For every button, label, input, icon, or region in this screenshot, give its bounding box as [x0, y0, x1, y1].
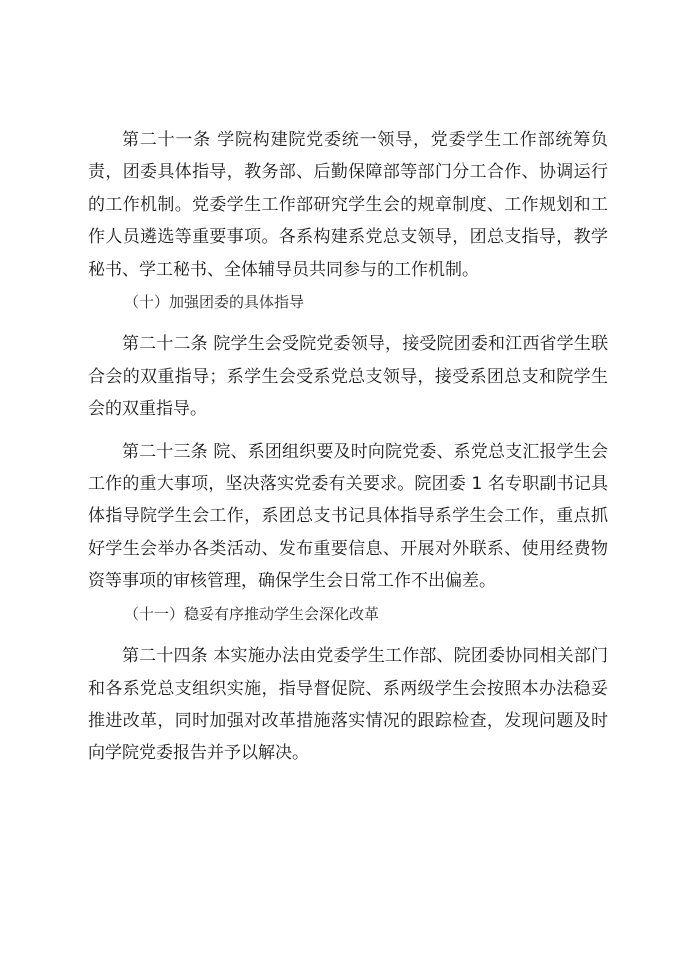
paragraph-gap [88, 630, 608, 640]
paragraph-gap [88, 318, 608, 328]
article-21: 第二十一条 学院构建院党委统一领导，党委学生工作部统筹负责，团委具体指导，教务部、后勤保障部等部门分工合作、协调运行的工作机制。党委学生工作部研究学生会的规章制度、工作规划和工作人员遴选等重要事项。各系构建系党总支领导，团总支指导，教学秘书、学工秘书、全体辅导员共同参与的工作机制。 [88, 130, 608, 280]
article-22: 第二十二条 院学生会受院党委领导，接受院团委和江西省学生联合会的双重指导；系学生会受系党总支领导，接受系团总支和院学生会的双重指导。 [88, 334, 608, 420]
paragraph-gap [88, 426, 608, 436]
section-heading-11: （十一）稳妥有序推动学生会深化改革 [124, 604, 380, 623]
article-24: 第二十四条 本实施办法由党委学生工作部、院团委协同相关部门和各系党总支组织实施，指导督促院、系两级学生会按照本办法稳妥推进改革，同时加强对改革措施落实情况的跟踪检查，发现问题及时向学院党委报告并予以解决。 [88, 646, 608, 764]
document-body [88, 124, 608, 770]
section-heading-10: （十）加强团委的具体指导 [124, 293, 305, 312]
article-23: 第二十三条 院、系团组织要及时向院党委、系党总支汇报学生会工作的重大事项，坚决落实党委有关要求。院团委 1 名专职副书记具体指导院学生会工作，系团总支书记具体指导系学生会工作，重点抓好学生会举办各类活动、发布重要信息、开展对外联系、使用经费物资等事项的审核管理，确保学生会日常工作不出偏差。 [88, 441, 608, 592]
